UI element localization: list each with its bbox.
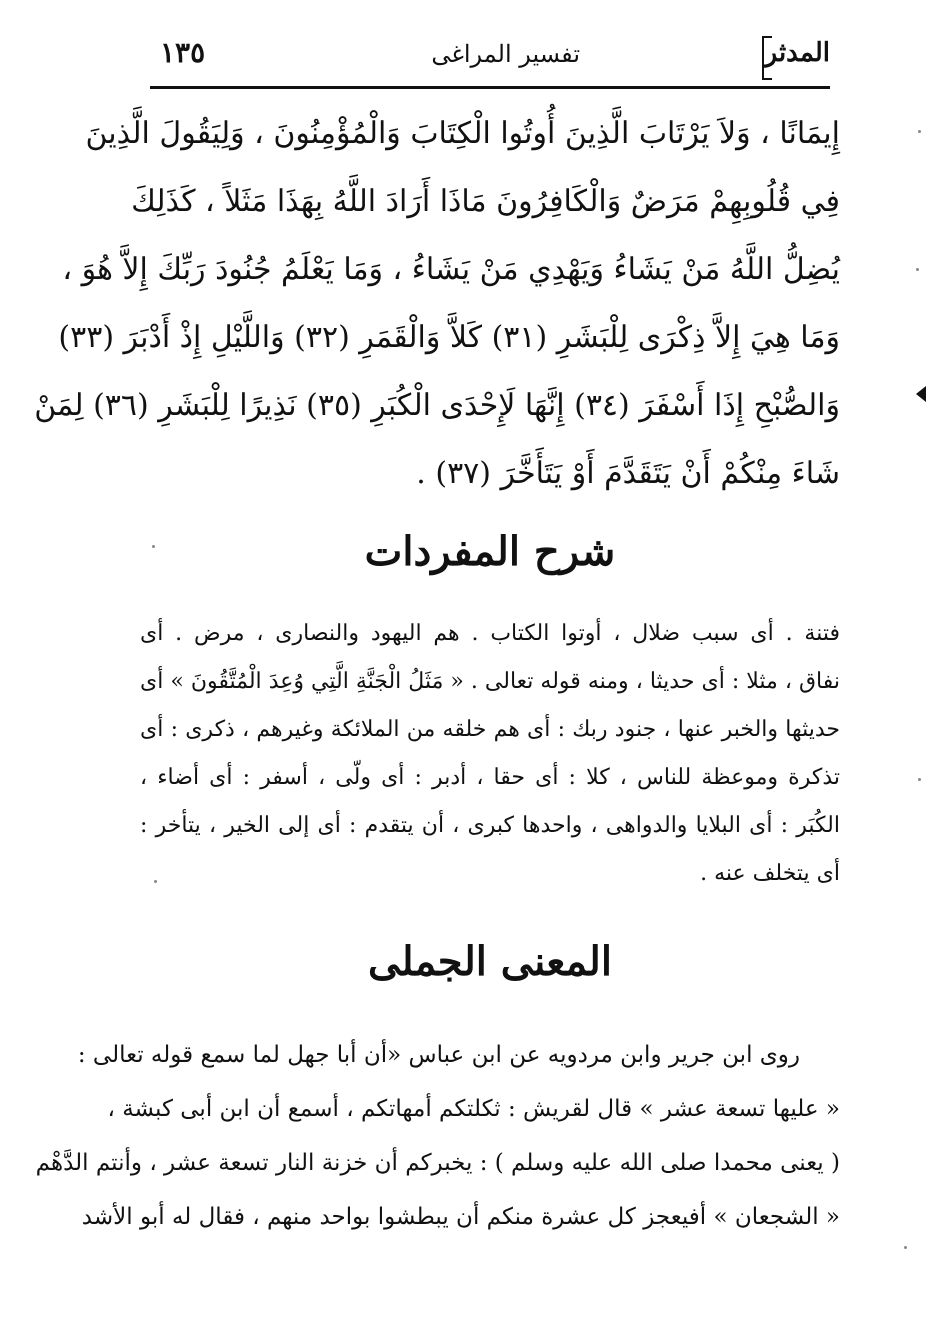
general-meaning-paragraph bbox=[35, 1028, 840, 1244]
paragraph-line: الكُبَر : أى البلايا والدواهى ، واحدها كبرى ، أن يتقدم : أى إلى الخير ، يتأخر : bbox=[140, 813, 840, 838]
paragraph-line: تذكرة وموعظة للناس ، كلا : أى حقا ، أدبر : أى ولّى ، أسفر : أى أضاء ، bbox=[140, 765, 840, 790]
margin-marker bbox=[916, 386, 926, 402]
general-meaning-heading: المعنى الجملى bbox=[368, 938, 612, 985]
paragraph-line: أى يتخلف عنه . bbox=[700, 861, 840, 886]
verse-line: وَالصُّبْحِ إِذَا أَسْفَرَ (٣٤) إِنَّهَا لَإِحْدَى الْكُبَرِ (٣٥) نَذِيرًا لِلْبَشَرِ (٣٦) لِمَنْ bbox=[34, 388, 840, 423]
book-title: تفسير المراغى bbox=[431, 40, 580, 68]
vocabulary-paragraph bbox=[140, 610, 840, 898]
quran-verses bbox=[34, 100, 840, 508]
scan-speck bbox=[152, 545, 155, 548]
page-header bbox=[150, 30, 830, 80]
paragraph-line: حديثها والخبر عنها ، جنود ربك : أى هم خلقه من الملائكة وغيرهم ، ذكرى : أى bbox=[140, 717, 840, 742]
scan-speck bbox=[916, 268, 919, 271]
vocabulary-heading: شرح المفردات bbox=[364, 528, 616, 575]
surah-name: المدثر bbox=[764, 38, 830, 68]
paragraph-line: روى ابن جرير وابن مردويه عن ابن عباس «أن أبا جهل لما سمع قوله تعالى : bbox=[77, 1042, 800, 1068]
scan-speck bbox=[918, 778, 921, 781]
verse-line: فِي قُلُوبِهِمْ مَرَضٌ وَالْكَافِرُونَ مَاذَا أَرَادَ اللَّهُ بِهَذَا مَثَلاً ، كَذَلِكَ bbox=[131, 184, 840, 219]
verse-line: إِيمَانًا ، وَلاَ يَرْتَابَ الَّذِينَ أُوتُوا الْكِتَابَ وَالْمُؤْمِنُونَ ، وَلِيَقُولَ الَّذِينَ bbox=[85, 116, 840, 151]
scan-speck bbox=[918, 130, 921, 133]
verse-line: شَاءَ مِنْكُمْ أَنْ يَتَقَدَّمَ أَوْ يَتَأَخَّرَ (٣٧) . bbox=[416, 456, 840, 491]
paragraph-line: نفاق ، مثلا : أى حديثا ، ومنه قوله تعالى . « مَثَلُ الْجَنَّةِ الَّتِي وُعِدَ الْمُتَّقُونَ » أى bbox=[140, 669, 840, 694]
verse-line: يُضِلُّ اللَّهُ مَنْ يَشَاءُ وَيَهْدِي مَنْ يَشَاءُ ، وَمَا يَعْلَمُ جُنُودَ رَبِّكَ إِلاَّ هُوَ ، bbox=[62, 252, 840, 287]
paragraph-line: « الشجعان » أفيعجز كل عشرة منكم أن يبطشوا بواحد منهم ، فقال له أبو الأشد bbox=[81, 1204, 840, 1230]
verse-line: وَمَا هِيَ إِلاَّ ذِكْرَى لِلْبَشَرِ (٣١) كَلاَّ وَالْقَمَرِ (٣٢) وَاللَّيْلِ إِذْ أَدْبَرَ (٣٣) bbox=[58, 320, 840, 355]
scan-speck bbox=[904, 1246, 907, 1249]
paragraph-line: ( يعنى محمدا صلى الله عليه وسلم ) : يخبركم أن خزنة النار تسعة عشر ، وأنتم الدَّهْم bbox=[35, 1150, 840, 1176]
header-rule bbox=[150, 86, 830, 89]
scan-speck bbox=[154, 880, 157, 883]
surah-bracket bbox=[762, 36, 772, 80]
paragraph-line: فتنة . أى سبب ضلال ، أوتوا الكتاب . هم اليهود والنصارى ، مرض . أى bbox=[140, 621, 840, 646]
paragraph-line: « عليها تسعة عشر » قال لقريش : ثكلتكم أمهاتكم ، أسمع أن ابن أبى كبشة ، bbox=[107, 1096, 840, 1122]
page-number: ١٣٥ bbox=[160, 36, 206, 69]
